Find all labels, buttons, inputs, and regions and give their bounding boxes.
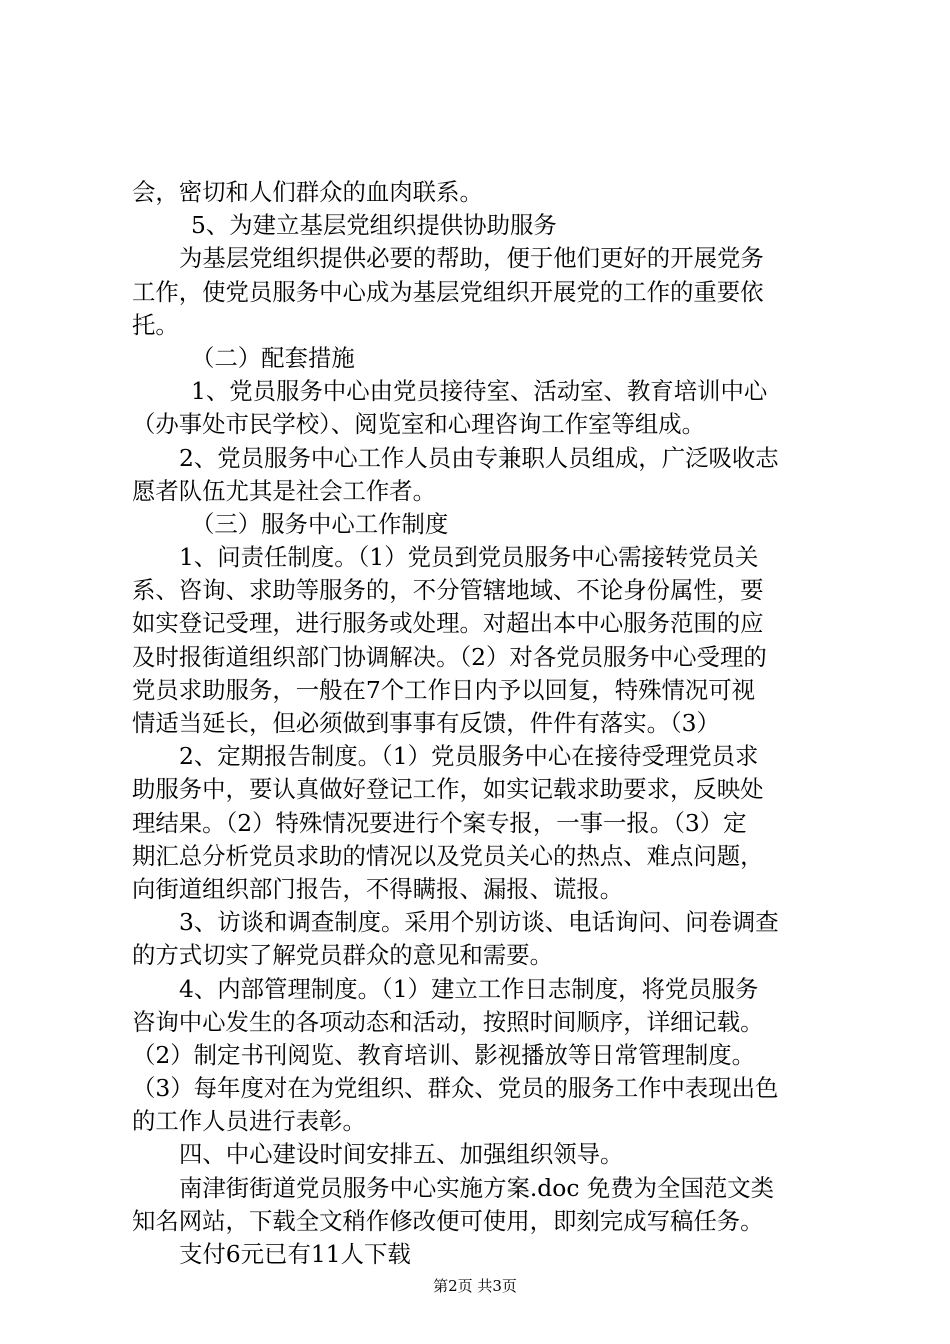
text-line: 工作，使党员服务中心成为基层党组织开展党的工作的重要依 bbox=[132, 277, 764, 306]
text-line: 四、中心建设时间安排五、加强组织领导。 bbox=[179, 1140, 624, 1169]
text-line: 会，密切和人们群众的血肉联系。 bbox=[132, 178, 483, 206]
text-line: 愿者队伍尤其是社会工作者。 bbox=[132, 476, 437, 505]
text-line: 托。 bbox=[132, 310, 179, 339]
text-line: 咨询中心发生的各项动态和活动，按照时间顺序，详细记载。 bbox=[132, 1007, 764, 1036]
text-line: 4、内部管理制度。（1）建立工作日志制度，将党员服务 bbox=[179, 974, 759, 1003]
page-footer: 第2页 共3页 bbox=[433, 1277, 517, 1295]
text-line: 3、访谈和调查制度。采用个别访谈、电话询问、问卷调查 bbox=[179, 908, 779, 937]
text-line: 的方式切实了解党员群众的意见和需要。 bbox=[132, 941, 554, 970]
text-line: 2、党员服务中心工作人员由专兼职人员组成，广泛吸收志 bbox=[179, 443, 779, 472]
text-line: 南津街街道党员服务中心实施方案.doc 免费为全国范文类 bbox=[179, 1173, 775, 1202]
text-line: 如实登记受理，进行服务或处理。对超出本中心服务范围的应 bbox=[132, 609, 764, 638]
text-line: 党员求助服务，一般在7个工作日内予以回复，特殊情况可视 bbox=[132, 675, 756, 704]
document-body bbox=[132, 176, 832, 1271]
text-line: 支付6元已有11人下载 bbox=[179, 1240, 411, 1268]
text-line: 的工作人员进行表彰。 bbox=[132, 1107, 366, 1136]
text-line: 向街道组织部门报告，不得瞒报、漏报、谎报。 bbox=[132, 874, 624, 903]
text-line: （三）服务中心工作制度 bbox=[191, 509, 449, 538]
text-line: 为基层党组织提供必要的帮助，便于他们更好的开展党务 bbox=[179, 244, 764, 273]
text-line: 知名网站，下载全文稍作修改便可使用，即刻完成写稿任务。 bbox=[132, 1206, 764, 1235]
text-line: （3）每年度对在为党组织、群众、党员的服务工作中表现出色 bbox=[132, 1074, 779, 1103]
text-line: （2）制定书刊阅览、教育培训、影视播放等日常管理制度。 bbox=[132, 1040, 756, 1069]
text-line: 助服务中，要认真做好登记工作，如实记载求助要求，反映处 bbox=[132, 775, 764, 804]
text-line: 期汇总分析党员求助的情况以及党员关心的热点、难点问题， bbox=[132, 841, 764, 870]
text-line: 情适当延长，但必须做到事事有反馈，件件有落实。（3） bbox=[132, 709, 720, 737]
text-line: 2、定期报告制度。（1）党员服务中心在接待受理党员求 bbox=[179, 742, 759, 771]
text-line: 及时报街道组织部门协调解决。（2）对各党员服务中心受理的 bbox=[132, 642, 767, 671]
text-line: （办事处市民学校）、阅览室和心理咨询工作室等组成。 bbox=[132, 410, 706, 439]
text-line: 1、问责任制度。（1）党员到党员服务中心需接转党员关 bbox=[179, 543, 759, 572]
text-line: 理结果。（2）特殊情况要进行个案专报，一事一报。（3）定 bbox=[132, 808, 747, 837]
text-line: 1、党员服务中心由党员接待室、活动室、教育培训中心 bbox=[191, 377, 768, 406]
text-line: （二）配套措施 bbox=[191, 343, 355, 372]
text-line: 系、咨询、求助等服务的，不分管辖地域、不论身份属性，要 bbox=[132, 576, 764, 605]
text-line: 5、为建立基层党组织提供协助服务 bbox=[191, 211, 557, 240]
